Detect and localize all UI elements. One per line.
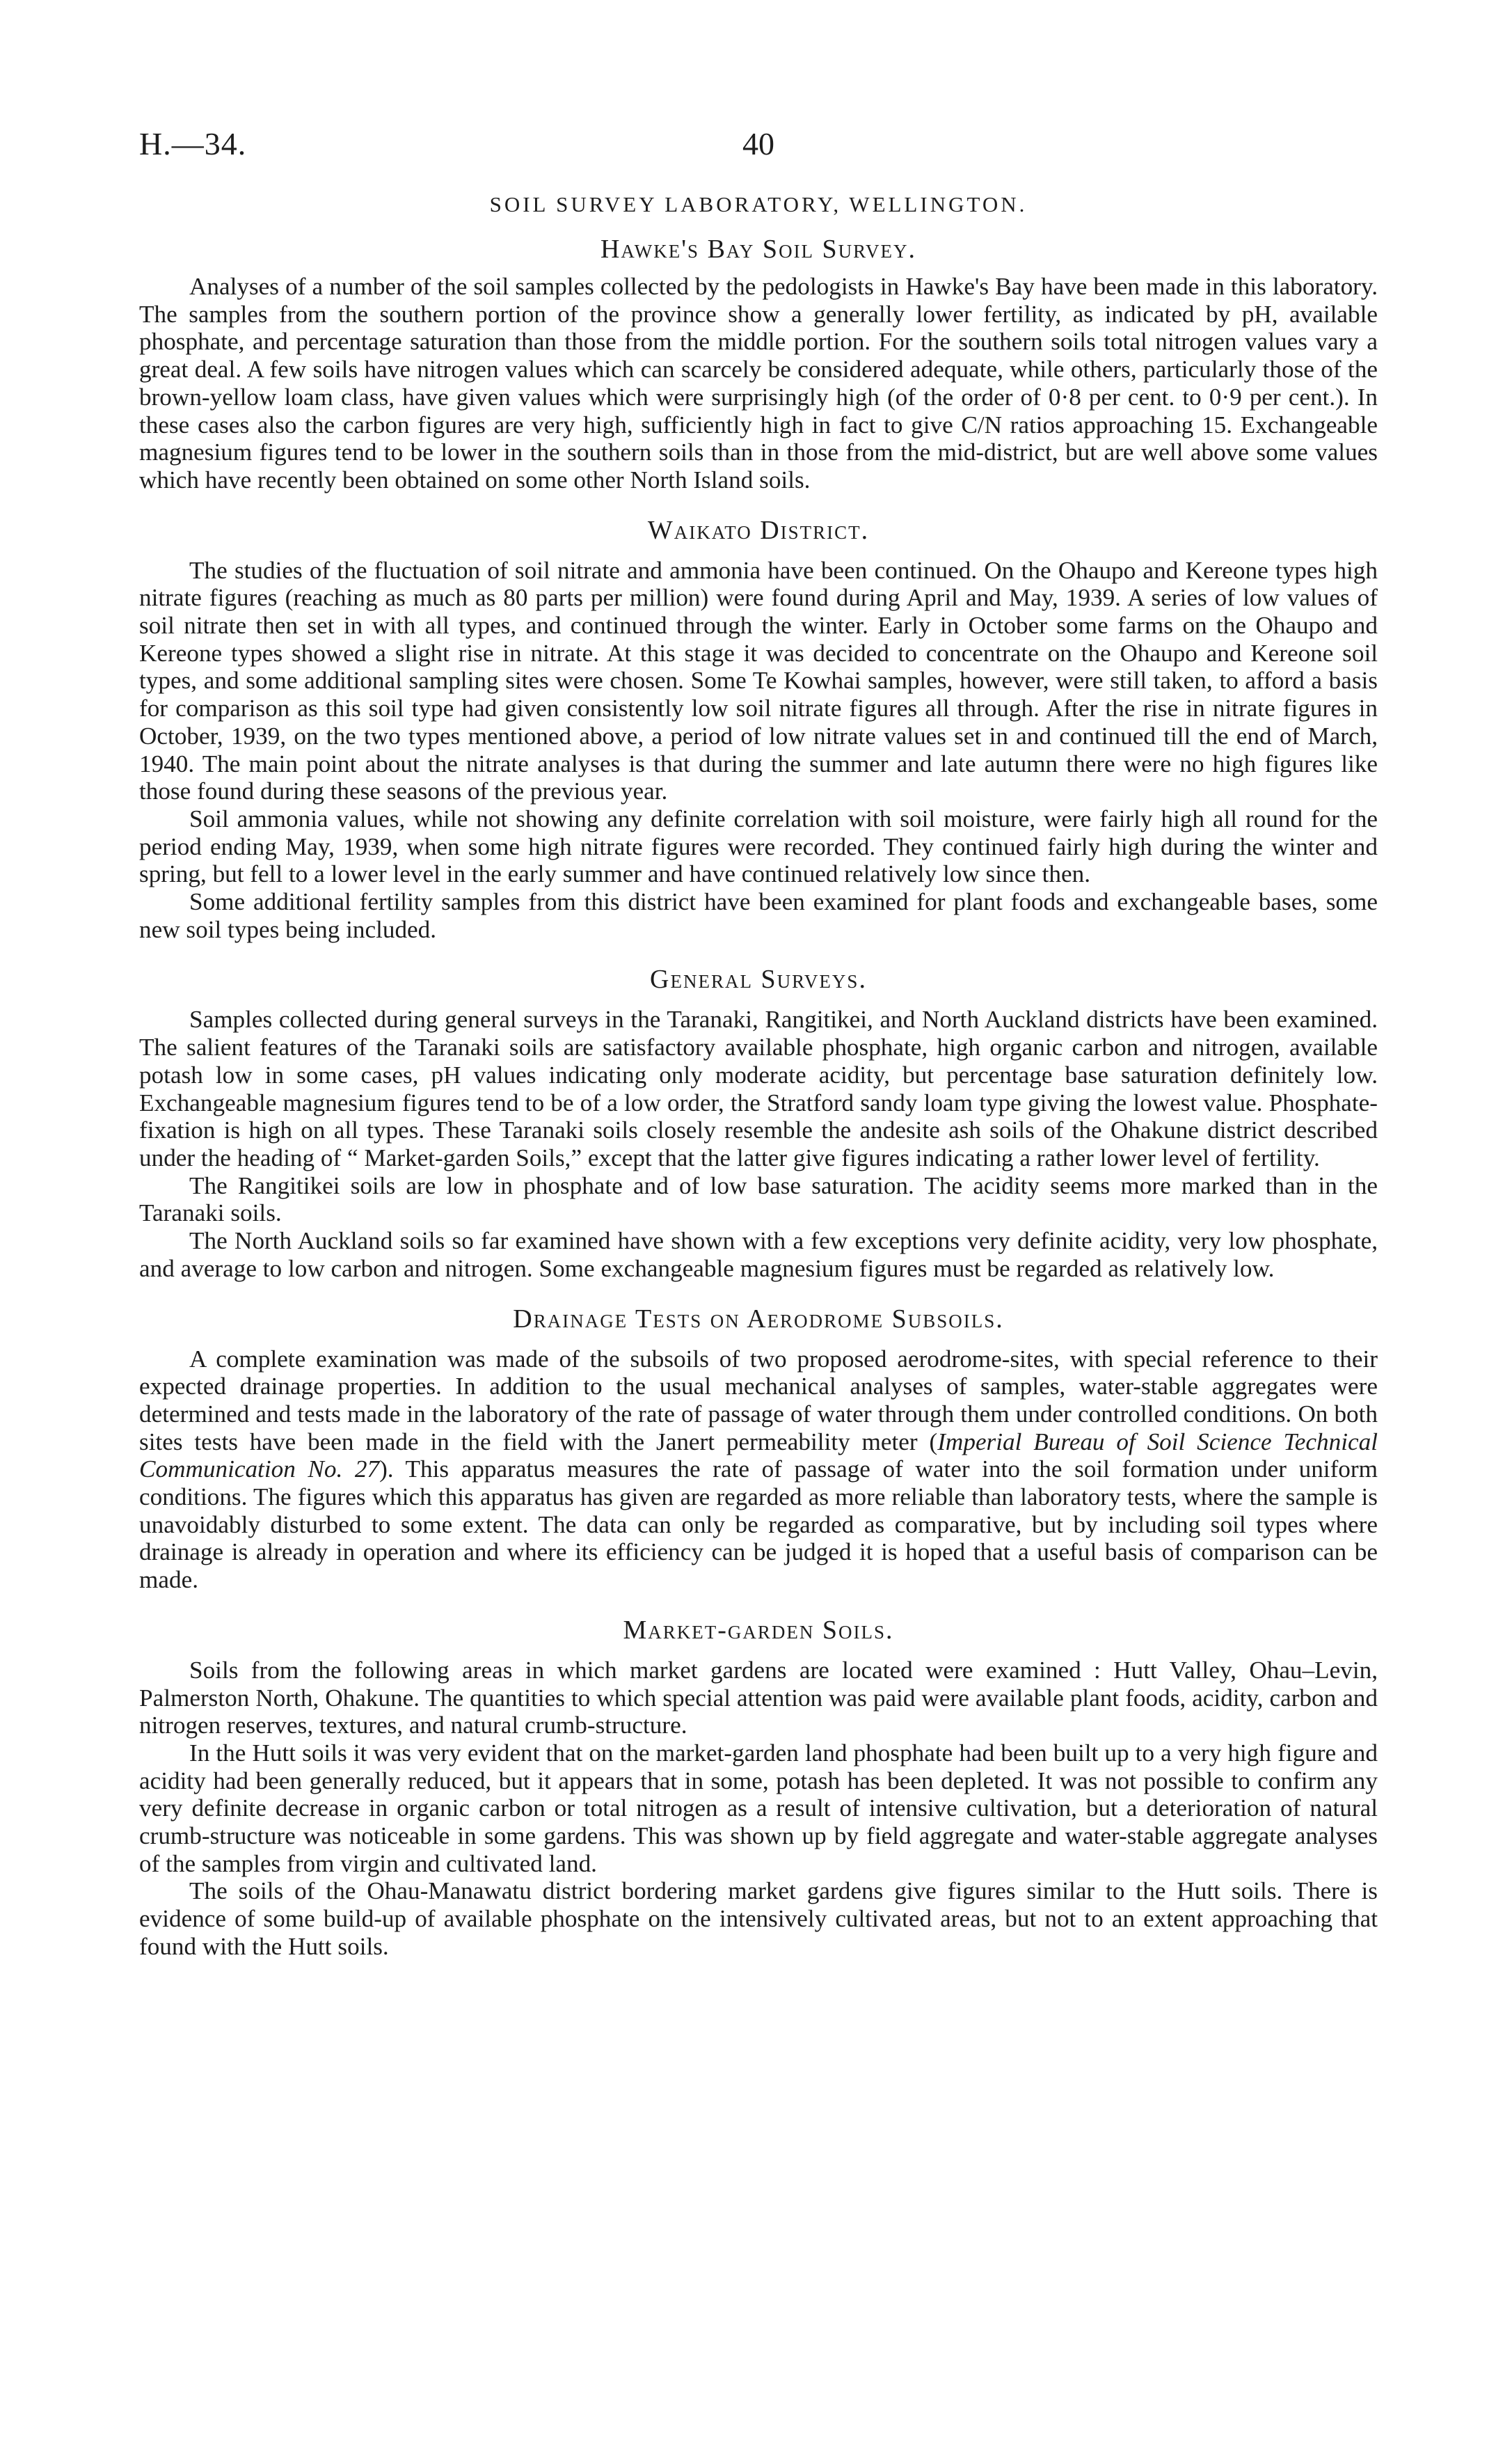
section-waikato bbox=[139, 512, 1378, 944]
section-hawkes-bay bbox=[139, 231, 1378, 494]
paragraph: Soil ammonia values, while not showing any definite correlation with soil moisture, were fairly high all round for the period ending May, 1939, when some high nitrate figures were recorded. They continued fairly high during the winter and spring, but fell to a lower level in the early summer and have continued relatively low since then. bbox=[139, 805, 1378, 888]
paragraph bbox=[139, 1345, 1378, 1594]
section-heading: Drainage Tests on Aerodrome Subsoils. bbox=[513, 1304, 1004, 1334]
section-heading: Hawke's Bay Soil Survey. bbox=[600, 235, 917, 264]
paragraph: The North Auckland soils so far examined have shown with a few exceptions very definite acidity, very low phosphate, and average to low carbon and nitrogen. Some exchangeable magnesium figures must be regarded as relatively low. bbox=[139, 1227, 1378, 1282]
paragraph-text: ). This apparatus measures the rate of passage of water into the soil formation under uniform conditions. The figures which this apparatus has given are regarded as more reliable than laboratory tests, where the sample is unavoidably disturbed to some extent. The data can only be regarded as comparative, but by including soil types where drainage is already in operation and where its efficiency can be judged it is hoped that a useful basis of comparison can be made. bbox=[139, 1455, 1378, 1594]
section-general-surveys bbox=[139, 961, 1378, 1282]
document-body bbox=[139, 189, 1378, 1961]
citation: Imperial Bureau of Soil Science Technical Communication No. 27 bbox=[139, 1428, 1378, 1483]
section-drainage-tests bbox=[139, 1301, 1378, 1594]
paragraph: Samples collected during general surveys in the Taranaki, Rangitikei, and North Auckland districts have been examined. The salient features of the Taranaki soils are satisfactory available phosphate, high organic carbon and nitrogen, available potash low in some cases, pH values indicating only moderate acidity, but percentage base saturation definitely low. Exchangeable magnesium figures tend to be of a low order, the Stratford sandy loam type giving the lowest value. Phosphate-fixation is high on all types. These Taranaki soils closely resemble the andesite ash soils of the Ohakune district described under the heading of “ Market-garden Soils,” except that the latter give figures indicating a rather lower level of fertility. bbox=[139, 1006, 1378, 1171]
paragraph: Analyses of a number of the soil samples collected by the pedologists in Hawke's Bay have been made in this laboratory. The samples from the southern portion of the province show a generally lower fertility, as indicated by pH, available phosphate, and percentage saturation than those from the middle portion. For the southern soils total nitrogen values vary a great deal. A few soils have nitrogen values which can scarcely be considered adequate, while others, particularly those of the brown-yellow loam class, have given values which were surprisingly high (of the order of 0·8 per cent. to 0·9 per cent.). In these cases also the carbon figures are very high, sufficiently high in fact to give C/N ratios approaching 15. Exchangeable magnesium figures tend to be lower in the southern soils than in those from the mid-district, but are well above some values which have recently been obtained on some other North Island soils. bbox=[139, 273, 1378, 493]
report-title: SOIL SURVEY LABORATORY, WELLINGTON. bbox=[489, 192, 1028, 216]
document-reference: H.—34. bbox=[139, 126, 247, 161]
section-market-garden bbox=[139, 1612, 1378, 1961]
paragraph: Soils from the following areas in which market gardens are located were examined : Hutt Valley, Ohau–Levin, Palmerston North, Ohakune. The quantities to which special attention was paid were available plant foods, acidity, carbon and nitrogen reserves, textures, and natural crumb-structure. bbox=[139, 1656, 1378, 1739]
paragraph: In the Hutt soils it was very evident that on the market-garden land phosphate had been built up to a very high figure and acidity had been generally reduced, but it appears that in some, potash has been depleted. It was not possible to confirm any very definite decrease in organic carbon or total nitrogen as a result of intensive cultivation, but a deterioration of natural crumb-structure was noticeable in some gardens. This was shown up by field aggregate and water-stable aggregate analyses of the samples from virgin and cultivated land. bbox=[139, 1739, 1378, 1877]
section-heading: Waikato District. bbox=[647, 515, 870, 545]
paragraph: The soils of the Ohau-Manawatu district bordering market gardens give figures similar to the Hutt soils. There is evidence of some build-up of available phosphate on the intensively cultivated areas, but not to an extent approaching that found with the Hutt soils. bbox=[139, 1877, 1378, 1960]
paragraph: Some additional fertility samples from this district have been examined for plant foods and exchangeable bases, some new soil types being included. bbox=[139, 888, 1378, 943]
paragraph-text: A complete examination was made of the subsoils of two proposed aerodrome-sites, with special reference to their expected drainage properties. In addition to the usual mechanical analyses of samples, water-stable aggregates were determined and tests made in the laboratory of the rate of passage of water through them under controlled conditions. On both sites tests have been made in the field with the Janert permeability meter ( bbox=[139, 1345, 1378, 1455]
paragraph: The studies of the fluctuation of soil nitrate and ammonia have been continued. On the Ohaupo and Kereone types high nitrate figures (reaching as much as 80 parts per million) were found during April and May, 1939. A series of low values of soil nitrate then set in with all types, and continued through the winter. Early in October some farms on the Ohaupo and Kereone types showed a slight rise in nitrate. At this stage it was decided to concentrate on the Ohaupo and Kereone soil types, and some additional sampling sites were chosen. Some Te Kowhai samples, however, were still taken, to afford a basis for comparison as this soil type had given consistently low soil nitrate figures all through. After the rise in nitrate figures in October, 1939, on the two types mentioned above, a period of low nitrate values set in and continued till the end of March, 1940. The main point about the nitrate analyses is that during the summer and late autumn there were no high figures like those found during these seasons of the previous year. bbox=[139, 556, 1378, 805]
page-number: 40 bbox=[742, 126, 774, 161]
section-heading: Market-garden Soils. bbox=[623, 1615, 894, 1645]
page-header bbox=[139, 125, 1378, 174]
paragraph: The Rangitikei soils are low in phosphate and of low base saturation. The acidity seems more marked than in the Taranaki soils. bbox=[139, 1171, 1378, 1227]
section-heading: General Surveys. bbox=[650, 965, 867, 995]
